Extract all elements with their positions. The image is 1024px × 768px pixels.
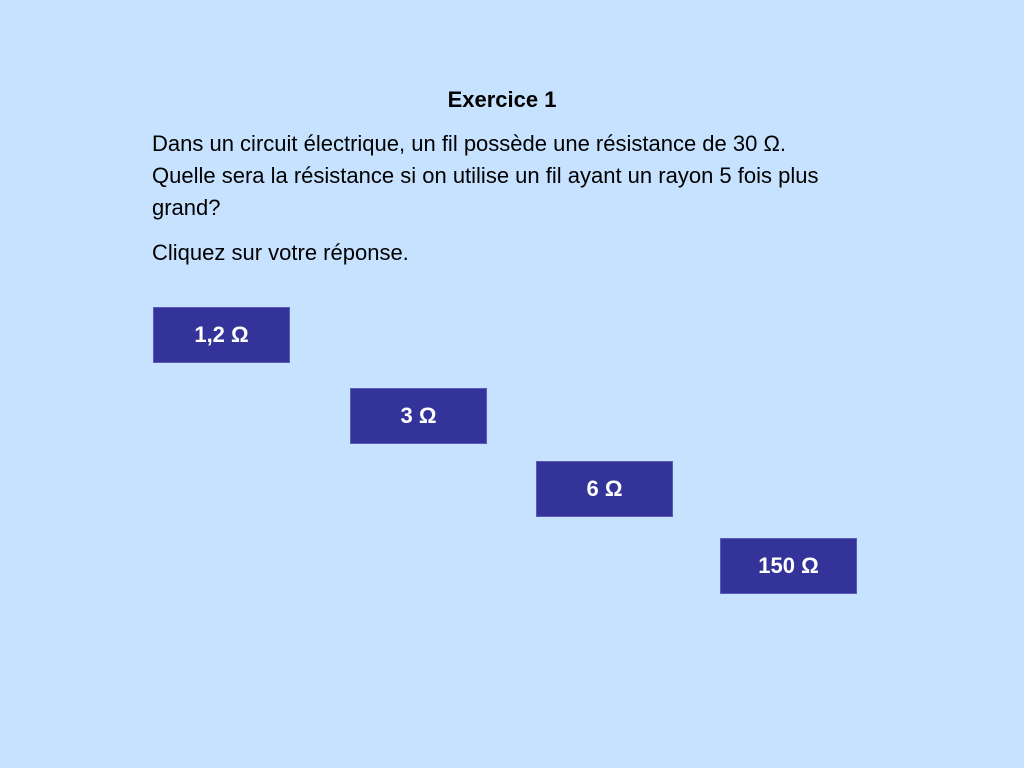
answer-button-6-ohm[interactable]: 6 Ω — [536, 461, 673, 517]
instruction-text: Cliquez sur votre réponse. — [152, 240, 409, 265]
answer-button-150-ohm[interactable]: 150 Ω — [720, 538, 857, 594]
answer-button-3-ohm[interactable]: 3 Ω — [350, 388, 487, 444]
question-text: Dans un circuit électrique, un fil possède une résistance de 30 Ω. Quelle sera la résistance si on utilise un fil ayant un rayon 5 fois plus grand? — [152, 131, 819, 220]
exercise-title: Exercice 1 — [447, 87, 557, 112]
answer-button-1-2-ohm[interactable]: 1,2 Ω — [153, 307, 290, 363]
